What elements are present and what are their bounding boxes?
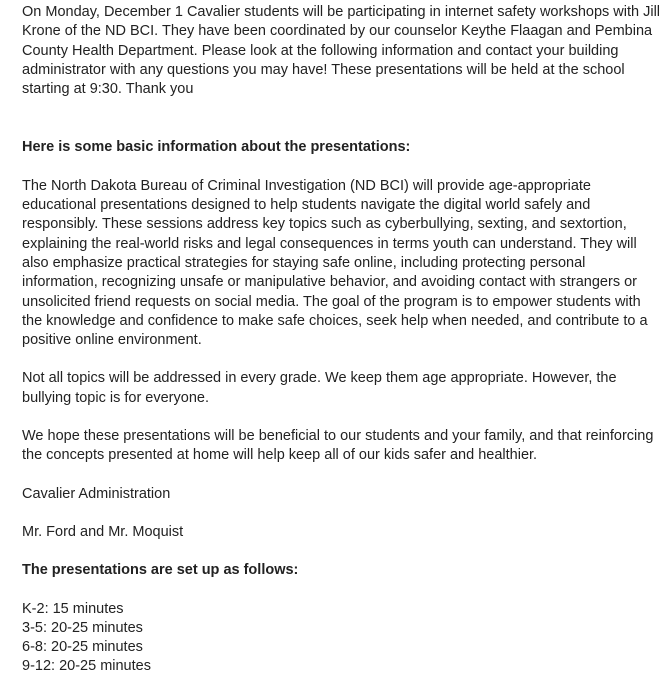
info-paragraph: The North Dakota Bureau of Criminal Investigation (ND BCI) will provide age-appropriate educational presentations designed to help students navigate the digital world safely and responsibly. These sessions address key topics such as cyberbullying, sexting, and sextortion, explaining the real-world risks and legal consequences in terms youth can understand. They will also emphasize practical strategies for staying safe online, including protecting personal information, recognizing unsafe or manipulative behavior, and avoiding contact with strangers or unsolicited friend requests on social media. The goal of the program is to empower students with the knowledge and confidence to make safe choices, seek help when needed, and contribute to a positive online environment. xyxy=(22,177,648,349)
spacer xyxy=(22,408,662,427)
closing-paragraph: We hope these presentations will be beneficial to our students and your family, and that reinforcing the concepts presented at home will help keep all of our kids safer and healthier. xyxy=(22,428,654,464)
schedule-list xyxy=(22,600,662,677)
info-heading: Here is some basic information about the presentations: xyxy=(22,139,411,156)
spacer xyxy=(22,542,662,561)
schedule-heading: The presentations are set up as follows: xyxy=(22,562,299,579)
signature-org: Cavalier Administration xyxy=(22,485,171,502)
spacer xyxy=(22,99,662,138)
schedule-item-6-8: 6-8: 20-25 minutes xyxy=(22,639,143,656)
spacer xyxy=(22,350,662,369)
spacer xyxy=(22,158,662,177)
schedule-item-k-2: K-2: 15 minutes xyxy=(22,600,124,617)
spacer xyxy=(22,466,662,485)
spacer xyxy=(22,504,662,523)
schedule-item-9-12: 9-12: 20-25 minutes xyxy=(22,658,151,675)
intro-paragraph: On Monday, December 1 Cavalier students will be participating in internet safety workshops with Jill Krone of the ND BCI. They have been coordinated by our counselor Keythe Flaagan and Pembina County Health Department. Please look at the following information and contact your building administrator with any questions you may have! These presentations will be held at the school starting at 9:30. Thank you xyxy=(22,4,661,98)
schedule-item-3-5: 3-5: 20-25 minutes xyxy=(22,619,143,636)
topics-note-paragraph: Not all topics will be addressed in every grade. We keep them age appropriate. However, the bullying topic is for everyone. xyxy=(22,370,617,406)
signature-names: Mr. Ford and Mr. Moquist xyxy=(22,523,184,540)
spacer xyxy=(22,581,662,600)
